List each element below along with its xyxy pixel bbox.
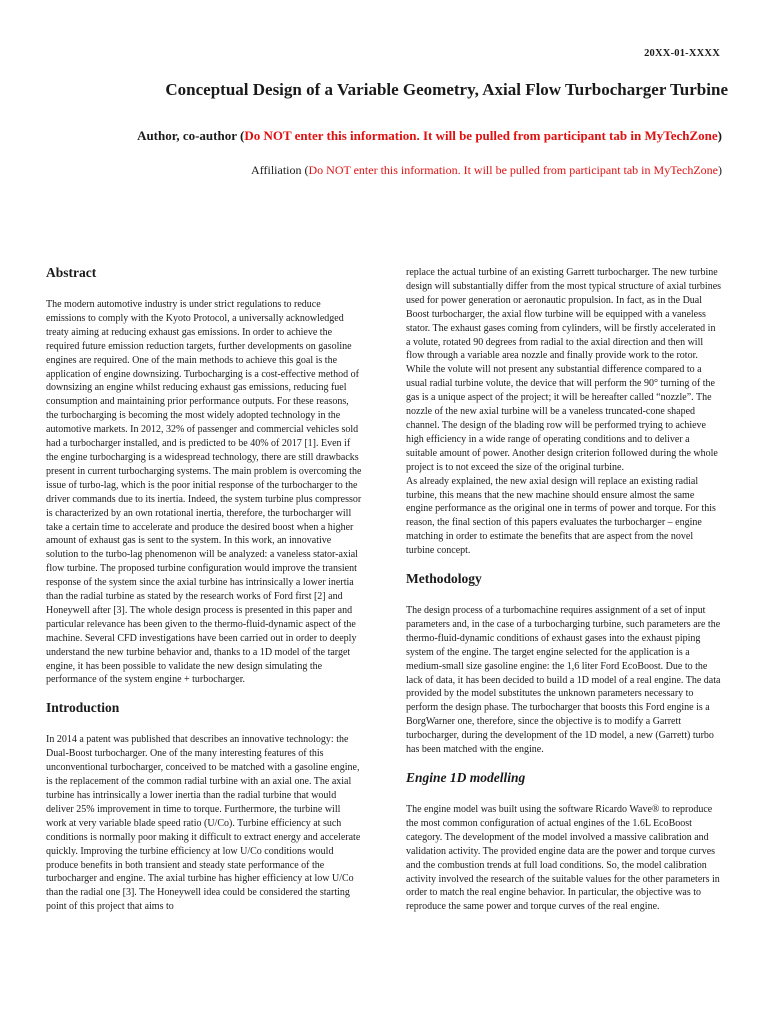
affiliation-label: Affiliation ( [251, 163, 309, 177]
introduction-heading: Introduction [46, 700, 120, 716]
document-number: 20XX-01-XXXX [644, 48, 720, 59]
authors-line [120, 126, 722, 145]
authors-label: Author, co-author ( [137, 128, 245, 143]
abstract-text: The modern automotive industry is under strict regulations to reduce emissions to comply with the Kyoto Protocol, a universally acknowledged treaty aiming at reducing exhaust gas emissions. In order to achieve the required future emission reduction targets, further developments on gasoline engines are required. One of the main methods to achieve this goal is the application of engine downsizing. Turbocharging is a cost-effective method of downsizing an engine whilst reducing exhaust gas emissions, reducing fuel consumption and maintaining prior performance outputs. For these reasons, the turbocharging is becoming the most widely adopted technology in the automotive markets. In 2012, 32% of passenger and commercial vehicles sold had a turbocharger installed, and is predicted to be 40% of 2017 [1]. Even if the engine turbocharging is a widespread technology, there are still drawbacks present in current turbocharging systems. The main problem is overcoming the issue of turbo-lag, which is the poor initial response of the turbocharger to the driver commands due to its inertia. Indeed, the system turbine plus compressor is characterized by an own rotational inertia, therefore, the turbocharger will take a certain time to accelerate and produce the desired boost when a higher amount of exhaust gas is sent to the system. In this work, an innovative solution to the turbo-lag phenomenon will be analyzed: a vaneless stator-axial flow turbine. The proposed turbine configuration would improve the transient response of the system since the axial turbine has intrinsically a lower inertia than the radial turbine as stated by the research works of Ford first [2] and Honeywell after [3]. The whole design process is presented in this paper and particular relevance has been given to the thermo-fluid-dynamic aspect of the machine. Several CFD investigations have been carried out in order to deeply understand the new turbine behavior and, thanks to a 1D model of the target engine, it has been possible to validate the new design simulating the performance of the system engine + turbocharger. [46, 299, 362, 686]
affiliation-close: ) [718, 163, 722, 177]
right-column [406, 266, 722, 927]
introduction-continued-1: replace the actual turbine of an existing Garrett turbocharger. The new turbine design will substantially differ from the most typical structure of axial turbines used for power generation or aeronautic propulsion. In fact, as in the Dual Boost turbocharger, the axial flow turbine will be equipped with a vaneless stator. The exhaust gases coming from cylinders, will be firstly accelerated in a volute, rotated 90 degrees from radial to the axial direction and then will flow through a variable area nozzle and finally provide work to the rotor. While the volute will not present any substantial difference compared to a usual radial turbine volute, the device that will perform the 90° turning of the gas is a unique aspect of the project; it will be hereafter called “nozzle”. The nozzle of the new axial turbine will be a vaneless truncated-cone shaped channel. The design of the blading row will be performed trying to achieve high efficiency in a wide range of operating conditions and to deliver a suitable amount of power. Another design criterion followed during the whole project is to not exceed the size of the original turbine. [406, 267, 722, 473]
methodology-heading: Methodology [406, 571, 482, 587]
introduction-text: In 2014 a patent was published that describes an innovative technology: the Dual-Boost turbocharger. One of the many interesting features of this unconventional turbocharger, conceived to be matched with a gasoline engine, is the replacement of the common radial turbine with an axial one. The axial turbine has intrinsically a lower inertia than the radial turbine that would deliver 25% improvement in time to torque. Furthermore, the turbine will work at very variable blade speed ratio (U/Co). Turbine efficiency at such conditions is normally poor making it difficult to extract energy and accelerate quickly. Improving the turbine efficiency at low U/Co conditions would produce benefits in both transient and steady state performance of the turbocharger and engine. The axial turbine has higher efficiency at low U/Co than the radial one [3]. The Honeywell idea could be considered the starting point of this project that aims to [46, 734, 361, 913]
methodology-text: The design process of a turbomachine requires assignment of a set of input parameters and, in the case of a turbocharging turbine, such parameters are the thermo-fluid-dynamic conditions of exhaust gases into the exhaust piping system of the engine. The target engine selected for the application is a medium-small size gasoline engine: the 1,6 liter Ford EcoBoost. Due to the lack of data, it has been decided to build a 1D model of a real engine. The data provided by the model substitutes the unknown parameters necessary to perform the design phase. The turbocharger that boosts this Ford engine is a BorgWarner one, therefore, since the objective is to modify a Garrett turbocharger, during the development of the 1D model, a new (Garrett) turbo has been matched with the engine. [406, 605, 721, 756]
affiliation-note: Do NOT enter this information. It will be pulled from participant tab in MyTechZone [308, 163, 718, 177]
authors-note: Do NOT enter this information. It will be pulled from participant tab in MyTechZone [244, 128, 718, 143]
engine-modelling-heading: Engine 1D modelling [406, 770, 526, 785]
paper-title: Conceptual Design of a Variable Geometry, Axial Flow Turbocharger Turbine [165, 80, 728, 99]
abstract-heading: Abstract [46, 265, 97, 280]
authors-close: ) [717, 128, 722, 143]
left-column [46, 262, 362, 927]
engine-modelling-text: The engine model was built using the software Ricardo Wave® to reproduce the most common configuration of actual engines of the 1.6L EcoBoost category. The development of the model involved a massive calibration and validation activity. The provided engine data are the power and torque curves and the combustion trends at full load conditions. So, the model calibration activity involved the research of the suitable values for the other parameters in order to match the real engine behavior. In particular, the objective was to reproduce the same power and torque curves of the real engine. [406, 804, 720, 913]
affiliation-line [40, 162, 722, 178]
introduction-continued-2: As already explained, the new axial design will replace an existing radial turbine, this means that the new machine should ensure almost the same engine performance as the original one in terms of power and torque. For this reason, the final section of this papers evaluates the turbocharger – engine matching in order to estimate the benefits that are aspect from the novel turbine concept. [406, 475, 716, 557]
